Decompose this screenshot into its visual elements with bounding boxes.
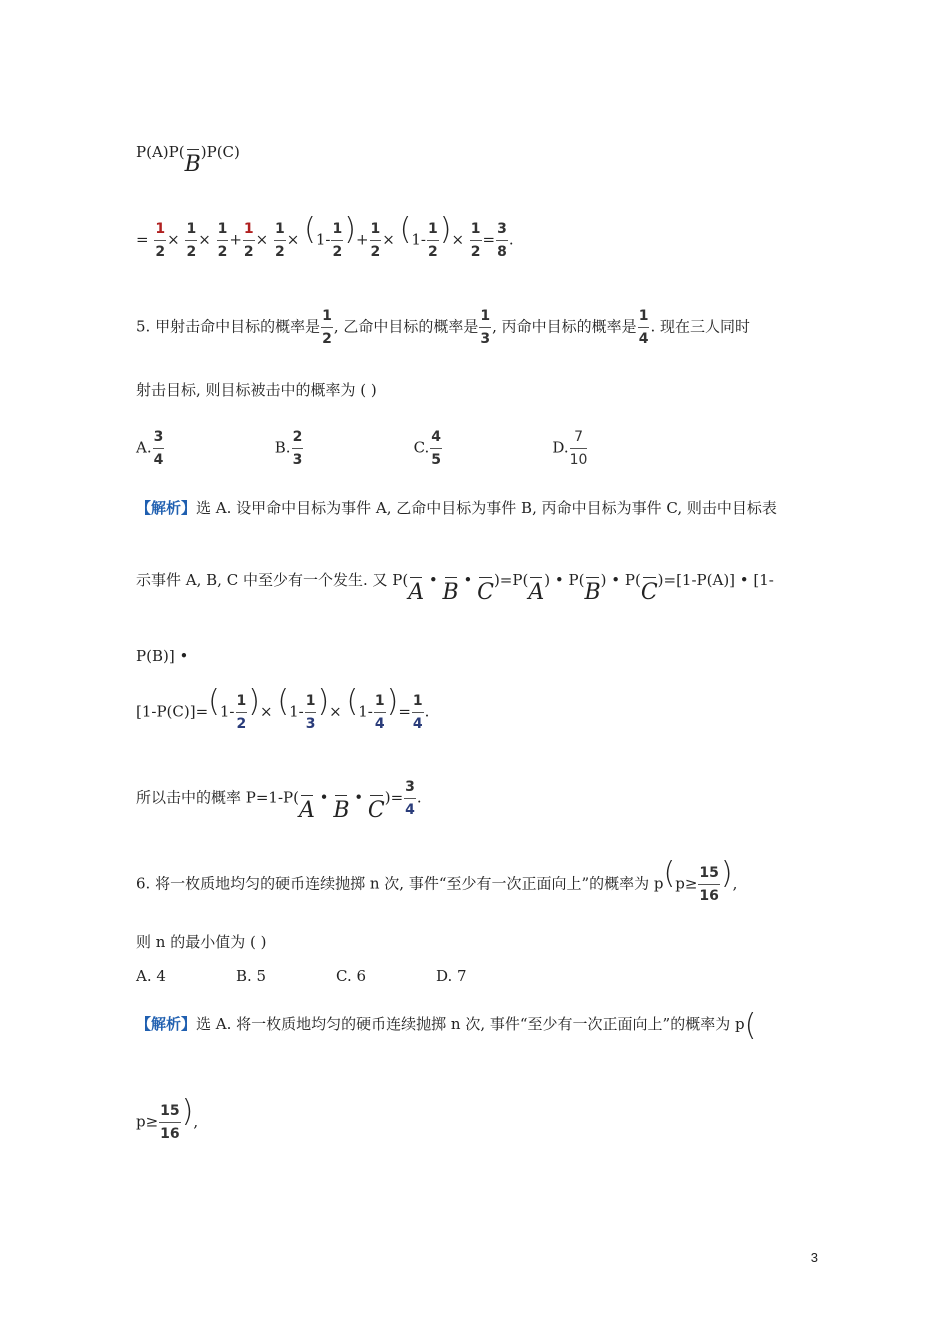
plus-sign: + <box>355 230 369 249</box>
solution-text: ) <box>544 571 551 589</box>
fraction: $\frac{1}{2}$ <box>427 218 439 263</box>
solution-text: [1-P(C)]= <box>136 702 209 721</box>
fraction: $\frac{15}{16}$ <box>698 862 719 907</box>
fraction: $\frac{1}{2}$ <box>217 218 229 263</box>
dot: • <box>463 571 473 589</box>
option-a: A. 4 <box>136 967 166 985</box>
complement-b: B <box>185 149 201 176</box>
fraction: $\frac{1}{2}$ <box>236 690 248 735</box>
fraction: $\frac{1}{2}$ <box>331 218 343 263</box>
option-a: A. $\frac{3}{4}$ <box>136 426 270 471</box>
fraction: $\frac{1}{2}$ <box>243 218 255 263</box>
complement-b: B <box>584 577 600 604</box>
fraction: $\frac{1}{3}$ <box>305 690 317 735</box>
period: . <box>508 230 514 249</box>
times-sign: × <box>167 230 180 249</box>
complement-c: C <box>641 577 658 604</box>
solution-5-line-3: P(B)] • <box>136 647 189 665</box>
result-fraction: $\frac{3}{4}$ <box>404 776 416 821</box>
times-sign: × <box>198 230 211 249</box>
analysis-tag: 【解析】 <box>136 1015 197 1033</box>
question-5-line-1 <box>136 305 750 350</box>
question-6-line-1: 6. 将一枚质地均匀的硬币连续抛掷 n 次, 事件“至少有一次正面向上”的概率为 p(p≥ $\frac{15}{16}$ ), <box>136 862 737 907</box>
one-minus: 1- <box>315 230 331 249</box>
fraction: $\frac{1}{4}$ <box>374 690 386 735</box>
analysis-tag: 【解析】 <box>136 499 197 517</box>
solution-5-line-1 <box>136 498 777 518</box>
question-5-options <box>136 426 588 471</box>
solution-text: 选 A. 将一枚质地均匀的硬币连续抛掷 n 次, 事件“至少有一次正面向上”的概率为 p <box>196 1015 745 1033</box>
solution-5-line-4: [1-P(C)]=(1- $\frac{1}{2}$ )× (1- $\frac{1}{3}$ )× (1- $\frac{1}{4}$ )= $\frac{1}{4}$ . <box>136 690 429 735</box>
option-d: D. 7 <box>436 967 467 985</box>
dot: • <box>554 571 564 589</box>
equals: = <box>482 230 496 249</box>
dot: • <box>428 571 438 589</box>
condition: p≥ <box>136 1112 159 1131</box>
fraction: $\frac{1}{2}$ <box>185 218 197 263</box>
q6-text: 6. 将一枚质地均匀的硬币连续抛掷 n 次, 事件“至少有一次正面向上”的概率为 p <box>136 874 664 893</box>
complement-a: A <box>528 577 544 604</box>
solution-text: )= <box>384 788 404 807</box>
one-minus: 1- <box>411 230 426 249</box>
option-b: B. 5 <box>236 967 267 985</box>
complement-a: A <box>299 795 315 822</box>
solution-6-line-1: 【解析】选 A. 将一枚质地均匀的硬币连续抛掷 n 次, 事件“至少有一次正面向上”的概率为 p( <box>136 1008 757 1043</box>
solution-text: )=P( <box>493 571 529 589</box>
dot: • <box>354 788 364 807</box>
fraction: $\frac{1}{2}$ <box>154 218 166 263</box>
fraction: $\frac{1}{3}$ <box>479 305 491 350</box>
fraction: $\frac{1}{4}$ <box>638 305 650 350</box>
times-sign: × <box>286 230 300 249</box>
solution-6-line-2: p≥ $\frac{15}{16}$ ), <box>136 1100 198 1145</box>
fraction: $\frac{1}{2}$ <box>274 218 286 263</box>
page-number: 3 <box>810 1250 818 1265</box>
complement-c: C <box>368 795 385 822</box>
plus-sign: + <box>229 230 242 249</box>
formula-text: )P(C) <box>200 143 240 161</box>
q5-text: , 乙命中目标的概率是 <box>333 317 479 336</box>
fraction: $\frac{1}{2}$ <box>470 218 482 263</box>
question-6-line-2: 则 n 的最小值为 ( ) <box>136 933 267 951</box>
solution-text: =[1-P(A)] • [1- <box>663 571 774 589</box>
q5-text: , 丙命中目标的概率是 <box>492 317 637 336</box>
fraction: $\frac{1}{2}$ <box>321 305 333 350</box>
complement-b: B <box>443 577 459 604</box>
question-6-options <box>136 966 467 986</box>
solution-text: 示事件 A, B, C 中至少有一个发生. 又 P( <box>136 571 409 589</box>
solution-5-line-2: 示事件 A, B, C 中至少有一个发生. 又 P( A • B • C )=P( A ) • P( B ) • P( C )=[1-P(A)] • [1- <box>136 571 774 605</box>
times-sign: × <box>451 230 465 249</box>
times-sign: × <box>255 230 269 249</box>
fraction: $\frac{15}{16}$ <box>159 1100 180 1145</box>
condition: p≥ <box>675 874 698 893</box>
complement-a: A <box>408 577 424 604</box>
dot: • <box>319 788 329 807</box>
option-b: B. $\frac{2}{3}$ <box>275 426 409 471</box>
formula-text: P(A)P( <box>136 143 185 161</box>
result-fraction: $\frac{1}{4}$ <box>412 690 424 735</box>
dot: • <box>611 571 621 589</box>
solution-text: 选 A. 设甲命中目标为事件 A, 乙命中目标为事件 B, 丙命中目标为事件 C, 则击中目标表 <box>196 499 777 517</box>
question-5-line-2: 射击目标, 则目标被击中的概率为 ( ) <box>136 381 377 399</box>
equals: = <box>136 230 149 249</box>
complement-b: B <box>333 795 349 822</box>
q5-text: . 现在三人同时 <box>650 317 750 336</box>
top-formula-line <box>136 142 240 176</box>
result-fraction: $\frac{3}{8}$ <box>496 218 508 263</box>
option-c: C. 6 <box>336 967 367 985</box>
complement-c: C <box>477 577 494 604</box>
times-sign: × <box>382 230 395 249</box>
solution-text: 所以击中的概率 P=1-P( <box>136 788 299 807</box>
q5-text: 5. 甲射击命中目标的概率是 <box>136 317 321 336</box>
option-d: D. $\frac{7}{10}$ <box>552 426 588 471</box>
solution-5-line-5: 所以击中的概率 P=1-P( A • B • C )= $\frac{3}{4}$ . <box>136 776 422 822</box>
fraction: $\frac{1}{2}$ <box>370 218 382 263</box>
option-c: C. $\frac{4}{5}$ <box>414 426 548 471</box>
calc-line: = $\frac{1}{2}$ × $\frac{1}{2}$ × $\frac{1}{2}$ + $\frac{1}{2}$ × $\frac{1}{2}$ × (1- $\frac{1}{2}$ )+ $\frac{1}{2}$ × (1- $\frac{1}{2}$ )× $\frac{1}{2}$ = $\frac{3}{8}$ . <box>136 218 514 263</box>
